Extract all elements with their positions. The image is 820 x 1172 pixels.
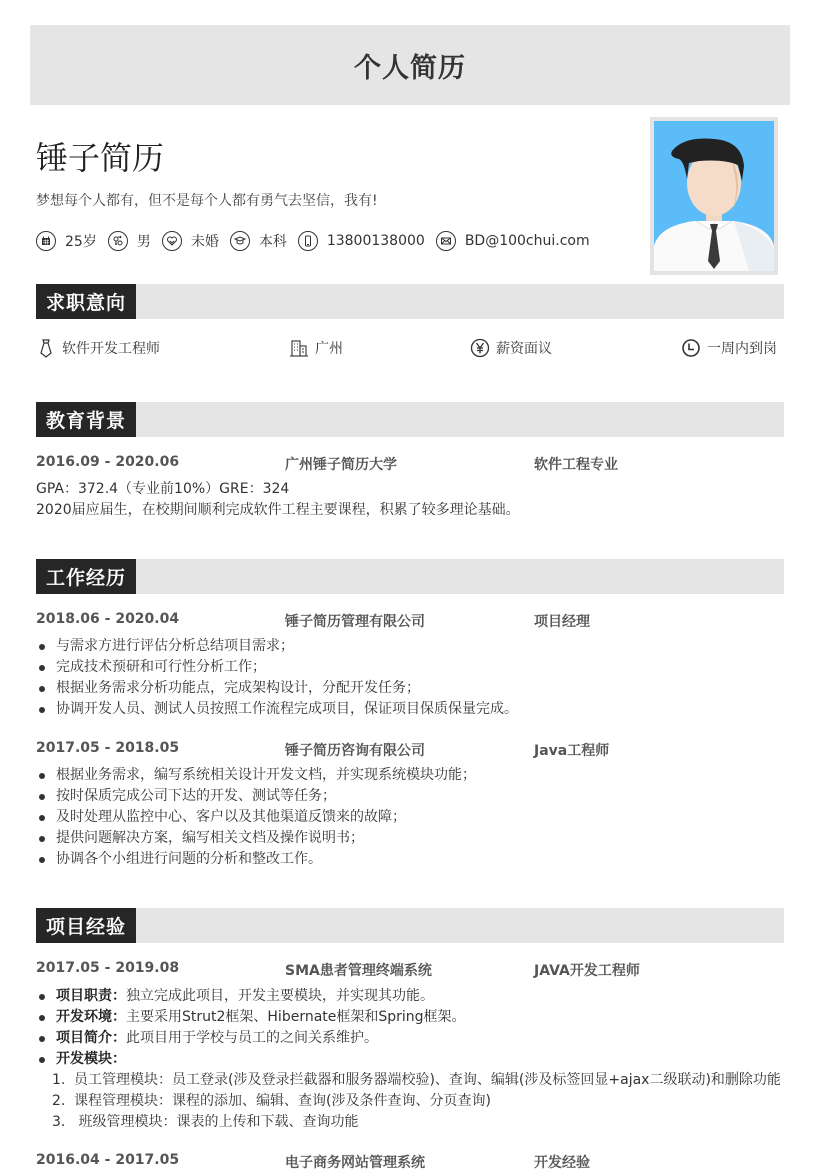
education-school: 广州锤子简历大学 [285,457,397,473]
tie-icon [36,338,56,358]
list-item: 完成技术预研和可行性分析工作； [36,657,518,678]
info-education [230,231,287,251]
detail-text: 主要采用Strut2框架、Hibernate框架和Spring框架。 [126,1009,466,1025]
work-duties-list [36,765,476,870]
module-number: 2. [52,1093,66,1109]
work-duties-list [36,636,518,720]
detail-label: 项目简介： [56,1030,126,1046]
intent-position [36,338,160,358]
work-period: 2017.05 - 2018.05 [36,740,180,756]
section-projects [36,908,784,943]
list-item: 按时保质完成公司下达的开发、测试等任务； [36,786,476,807]
phone-icon [298,231,318,251]
graduation-cap-icon [230,231,250,251]
gender-text: 男 [136,234,151,250]
job-intent-row [36,338,784,360]
list-item: 及时处理从监控中心、客户以及其他渠道反馈来的故障； [36,807,476,828]
list-item [36,1028,466,1049]
building-icon [289,338,309,358]
detail-label: 项目职责： [56,988,126,1004]
education-period: 2016.09 - 2020.06 [36,454,180,470]
module-item [36,1091,781,1112]
module-text: 员工管理模块：员工登录(涉及登录拦截器和服务器端校验)、查询、编辑(涉及标签回显+ajax二级联动)和删除功能 [74,1072,781,1088]
module-item [36,1112,781,1133]
project-name: 电子商务网站管理系统 [285,1155,425,1171]
project-period: 2016.04 - 2017.05 [36,1152,180,1168]
section-job-intent [36,284,784,319]
intent-city-text: 广州 [315,341,343,357]
education-scores: GPA：372.4（专业前10%）GRE：324 [36,481,290,497]
education-details [36,479,520,521]
intent-city [289,338,343,358]
intent-availability [681,338,777,358]
module-text: 课程管理模块：课程的添加、编辑、查询(涉及条件查询、分页查询) [74,1093,491,1109]
section-title: 项目经验 [36,908,136,943]
intent-availability-text: 一周内到岗 [707,341,777,357]
project-role: JAVA开发工程师 [534,963,640,979]
info-email [436,231,590,251]
intent-salary-text: 薪资面议 [496,341,552,357]
project-period: 2017.05 - 2019.08 [36,960,180,976]
info-gender [108,231,151,251]
intent-salary [470,338,552,358]
list-item [36,1049,466,1070]
work-role: 项目经理 [534,614,590,630]
project-role: 开发经验 [534,1155,590,1171]
education-major: 软件工程专业 [534,457,618,473]
project-modules-list [36,1070,781,1133]
personal-info-row [36,231,601,251]
list-item [36,986,466,1007]
project-name: SMA患者管理终端系统 [285,963,432,979]
clock-icon [681,338,701,358]
resume-banner [30,25,790,105]
list-item: 提供问题解决方案，编写相关文档及操作说明书； [36,828,476,849]
intent-position-text: 软件开发工程师 [62,341,160,357]
profile-photo [650,117,778,275]
avatar-illustration [654,121,774,271]
info-marital [162,231,219,251]
mail-icon [436,231,456,251]
list-item: 协调各个小组进行问题的分析和整改工作。 [36,849,476,870]
section-title: 工作经历 [36,559,136,594]
heart-icon [162,231,182,251]
motto: 梦想每个人都有，但不是每个人都有勇气去坚信，我有! [36,193,378,209]
section-work [36,559,784,594]
marital-text: 未婚 [190,234,219,250]
info-age [36,231,97,251]
age-text: 25岁 [65,234,97,250]
detail-label: 开发环境： [56,1009,126,1025]
education-level-text: 本科 [258,234,287,250]
yen-icon [470,338,490,358]
section-title: 教育背景 [36,402,136,437]
list-item: 协调开发人员、测试人员按照工作流程完成项目，保证项目保质保量完成。 [36,699,518,720]
detail-label: 开发模块： [56,1051,126,1067]
list-item: 与需求方进行评估分析总结项目需求； [36,636,518,657]
calendar-icon [36,231,56,251]
section-title: 求职意向 [36,284,136,319]
module-number: 1. [52,1072,66,1088]
section-education [36,402,784,437]
education-summary: 2020届应届生，在校期间顺利完成软件工程主要课程，积累了较多理论基础。 [36,502,520,518]
module-text: 班级管理模块：课表的上传和下载、查询功能 [74,1114,359,1130]
detail-text: 独立完成此项目，开发主要模块，并实现其功能。 [126,988,434,1004]
phone-text[interactable]: 13800138000 [326,233,425,249]
candidate-name: 锤子简历 [36,139,165,177]
work-period: 2018.06 - 2020.04 [36,611,180,627]
module-item [36,1070,781,1091]
gender-icon [108,231,128,251]
module-number: 3. [52,1114,66,1130]
list-item: 根据业务需求分析功能点，完成架构设计，分配开发任务； [36,678,518,699]
resume-title: 个人简历 [354,52,466,84]
list-item [36,1007,466,1028]
work-company: 锤子简历管理有限公司 [285,614,425,630]
list-item: 根据业务需求，编写系统相关设计开发文档，并实现系统模块功能； [36,765,476,786]
info-phone [298,231,425,251]
email-text[interactable]: BD@100chui.com [464,233,590,249]
detail-text: 此项目用于学校与员工的之间关系维护。 [126,1030,378,1046]
project-details-list [36,986,466,1070]
work-company: 锤子简历咨询有限公司 [285,743,425,759]
work-role: Java工程师 [534,743,610,759]
